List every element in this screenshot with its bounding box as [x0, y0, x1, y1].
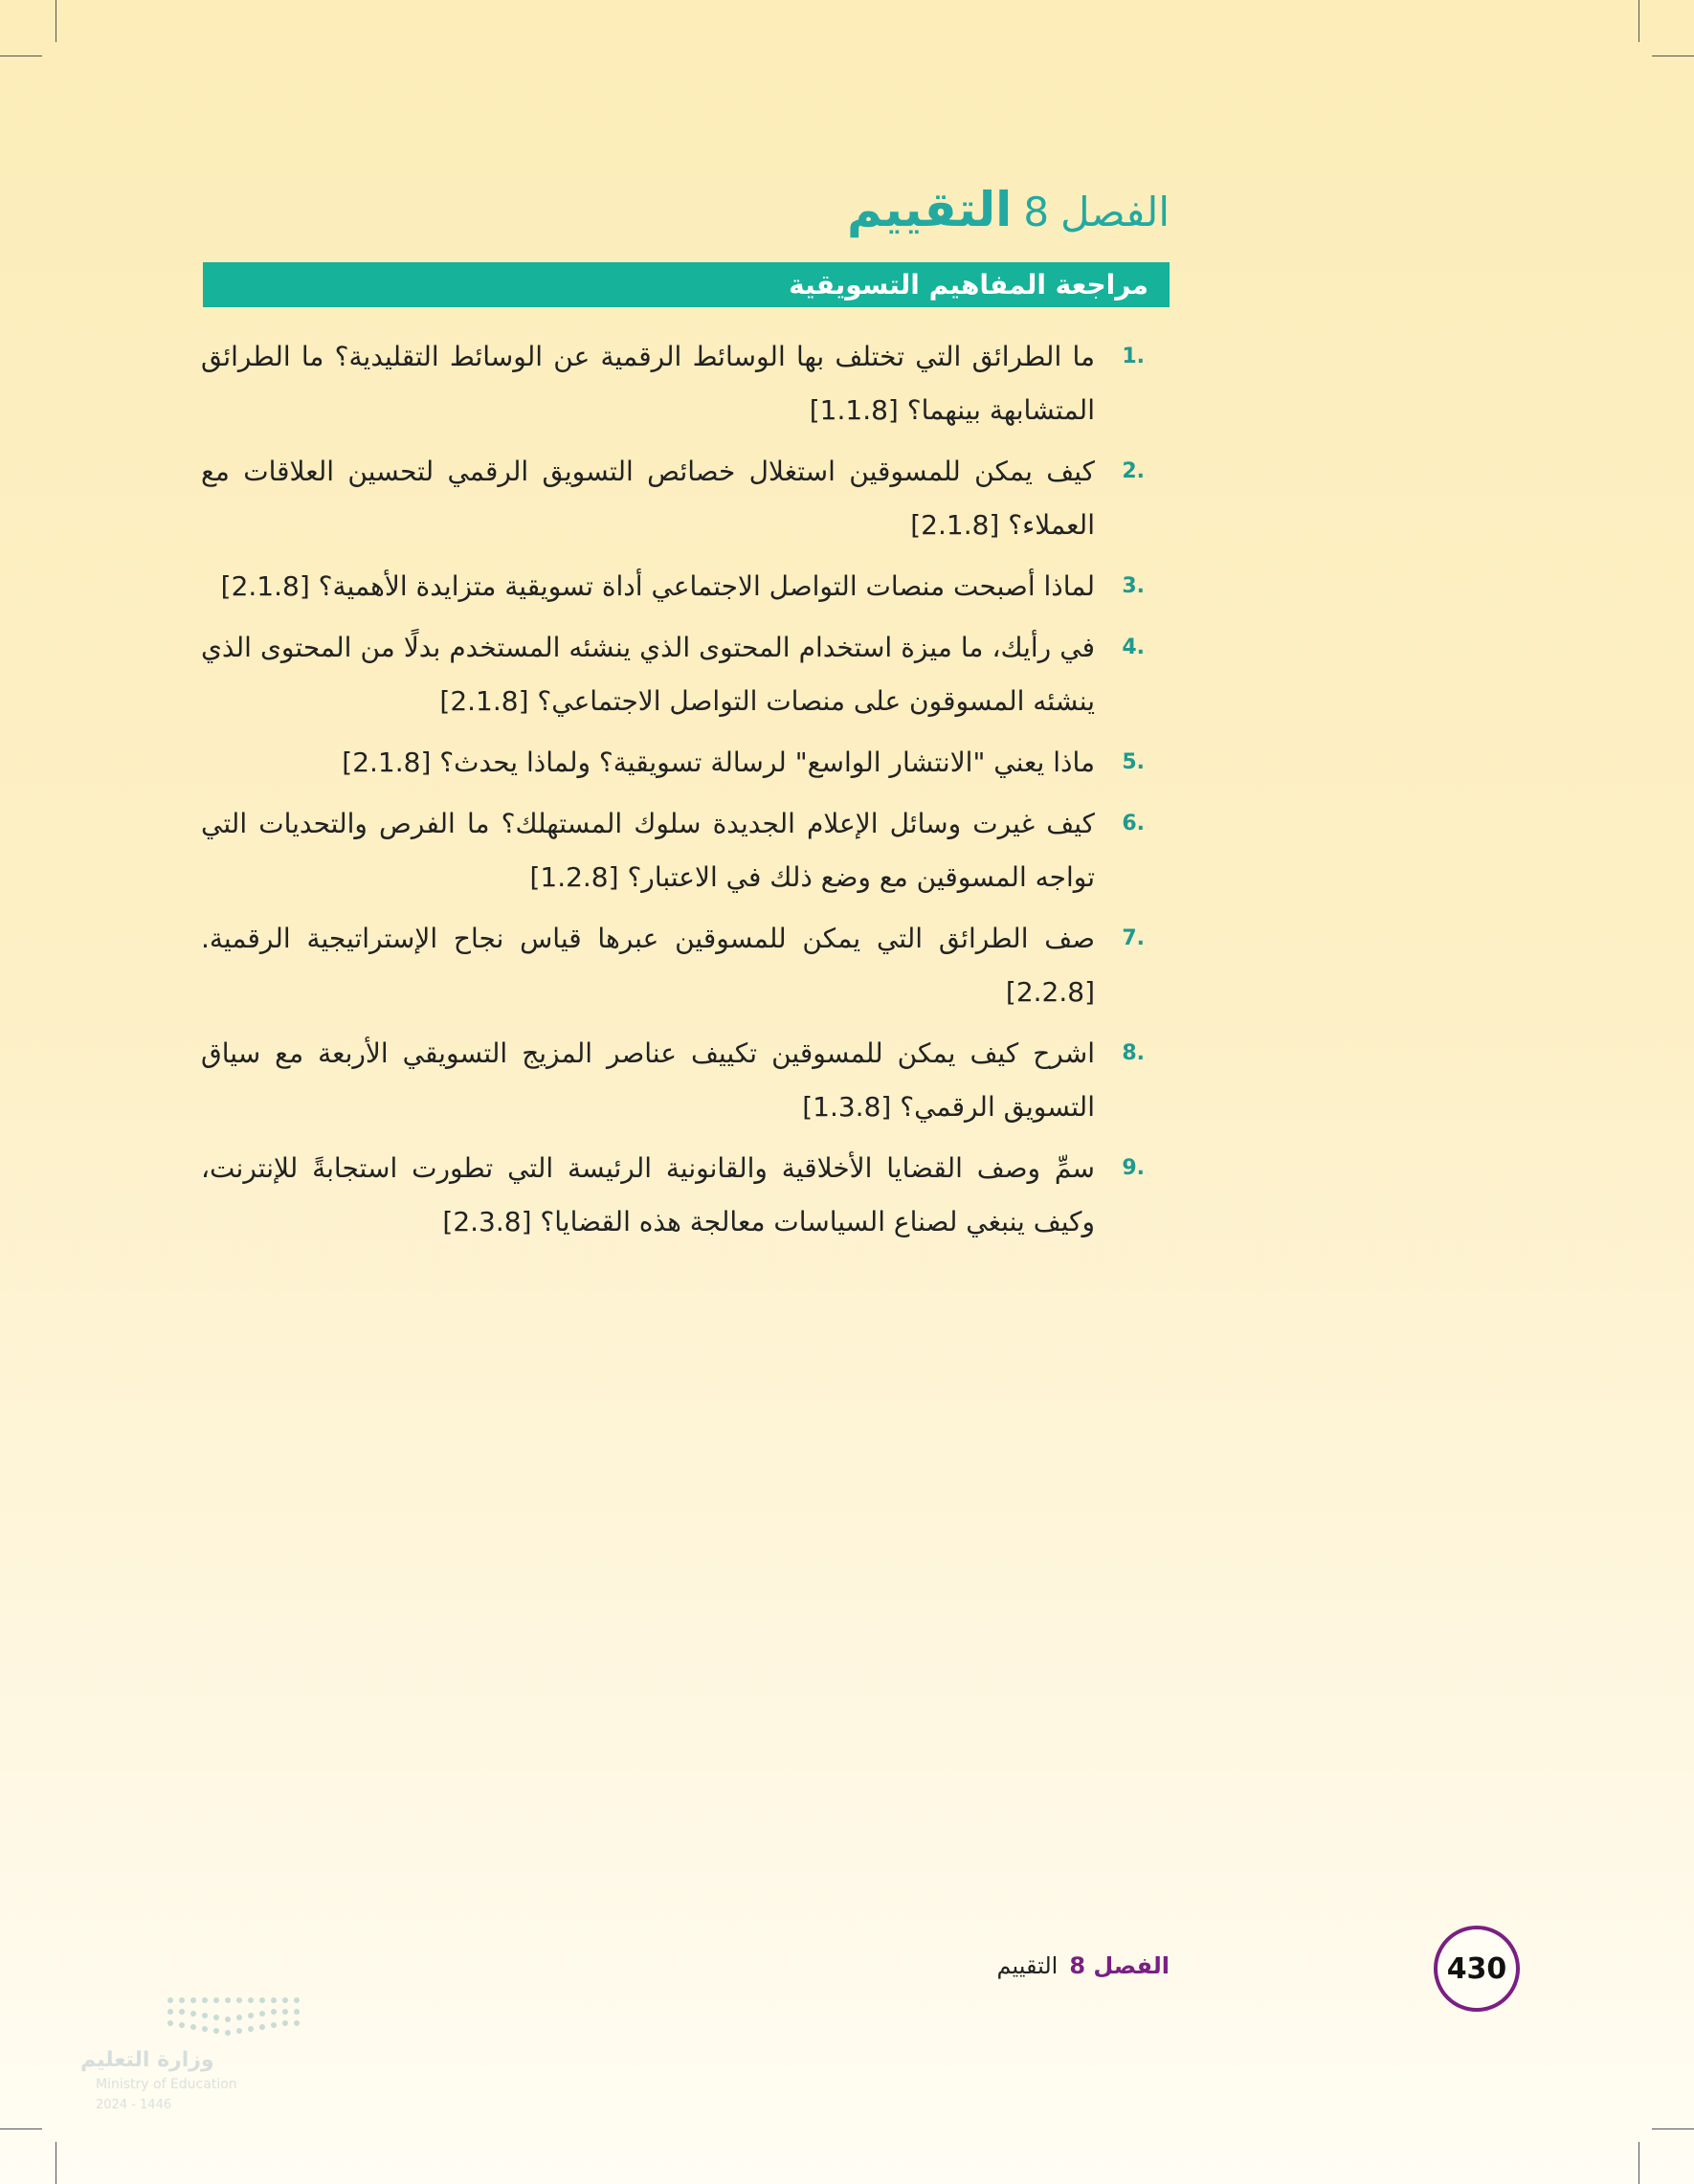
question-text: كيف غيرت وسائل الإعلام الجديدة سلوك المستهلك؟ ما الفرص والتحديات التي تواجه المسوقين مع وضع ذلك في الاعتبار؟ [1.2.8]: [201, 808, 1095, 893]
question-text: اشرح كيف يمكن للمسوقين تكييف عناصر المزيج التسويقي الأربعة مع سياق التسويق الرقمي؟ [1.3.8]: [201, 1037, 1095, 1123]
crop-mark: [1638, 0, 1639, 42]
chapter-title: التقييم: [846, 182, 1013, 237]
question-number: .9: [1122, 1156, 1145, 1180]
chapter-label: الفصل: [1060, 189, 1170, 235]
question-item: [201, 445, 1145, 552]
running-footer: [997, 1952, 1170, 1979]
question-number: .7: [1122, 926, 1145, 950]
question-item: [201, 621, 1145, 728]
footer-chapter-title: التقييم: [996, 1952, 1059, 1979]
question-item: [201, 736, 1145, 790]
footer-chapter-label: الفصل 8: [1069, 1952, 1170, 1979]
chapter-heading: [847, 182, 1170, 237]
chapter-number: 8: [1023, 189, 1050, 235]
question-number: .3: [1122, 574, 1145, 598]
question-item: [201, 797, 1145, 904]
crop-mark: [1638, 2142, 1639, 2184]
question-item: [201, 912, 1145, 1019]
question-text: سمِّ وصف القضايا الأخلاقية والقانونية الرئيسة التي تطورت استجابةً للإنترنت، وكيف ينبغي لصناع السياسات معالجة هذه القضايا؟ [2.3.8]: [201, 1152, 1095, 1237]
page-number-badge: [1434, 1926, 1520, 2012]
question-item: [201, 560, 1145, 613]
question-item: [201, 1142, 1145, 1249]
question-number: .8: [1122, 1041, 1145, 1065]
question-list: [201, 330, 1145, 1257]
crop-mark: [1652, 2128, 1694, 2129]
ministry-year: 2024 - 1446: [96, 2098, 172, 2112]
section-title: مراجعة المفاهيم التسويقية: [789, 269, 1148, 301]
crop-mark: [0, 2128, 42, 2129]
question-number: .5: [1122, 750, 1145, 774]
question-item: [201, 330, 1145, 437]
question-number: .6: [1122, 812, 1145, 836]
question-text: صف الطرائق التي يمكن للمسوقين عبرها قياس نجاح الإستراتيجية الرقمية. [2.2.8]: [201, 923, 1095, 1008]
question-text: ما الطرائق التي تختلف بها الوسائط الرقمية عن الوسائط التقليدية؟ ما الطرائق المتشابهة بينهما؟ [1.1.8]: [201, 341, 1095, 426]
question-text: في رأيك، ما ميزة استخدام المحتوى الذي ينشئه المستخدم بدلًا من المحتوى الذي ينشئه المسوقون على منصات التواصل الاجتماعي؟ [2.1.8]: [201, 632, 1095, 717]
question-number: .4: [1122, 635, 1145, 659]
ministry-name: وزارة التعليم: [80, 2048, 214, 2072]
question-number: .2: [1122, 459, 1145, 483]
question-text: لماذا أصبحت منصات التواصل الاجتماعي أداة تسويقية متزايدة الأهمية؟ [2.1.8]: [220, 570, 1095, 602]
section-title-bar: [203, 262, 1170, 307]
question-text: كيف يمكن للمسوقين استغلال خصائص التسويق الرقمي لتحسين العلاقات مع العملاء؟ [2.1.8]: [201, 456, 1095, 541]
question-text: ماذا يعني "الانتشار الواسع" لرسالة تسويقية؟ ولماذا يحدث؟ [2.1.8]: [342, 747, 1095, 778]
question-number: .1: [1122, 345, 1145, 368]
question-item: [201, 1027, 1145, 1134]
ministry-name-en: Ministry of Education: [96, 2077, 237, 2092]
page-number: 430: [1446, 1951, 1507, 1986]
